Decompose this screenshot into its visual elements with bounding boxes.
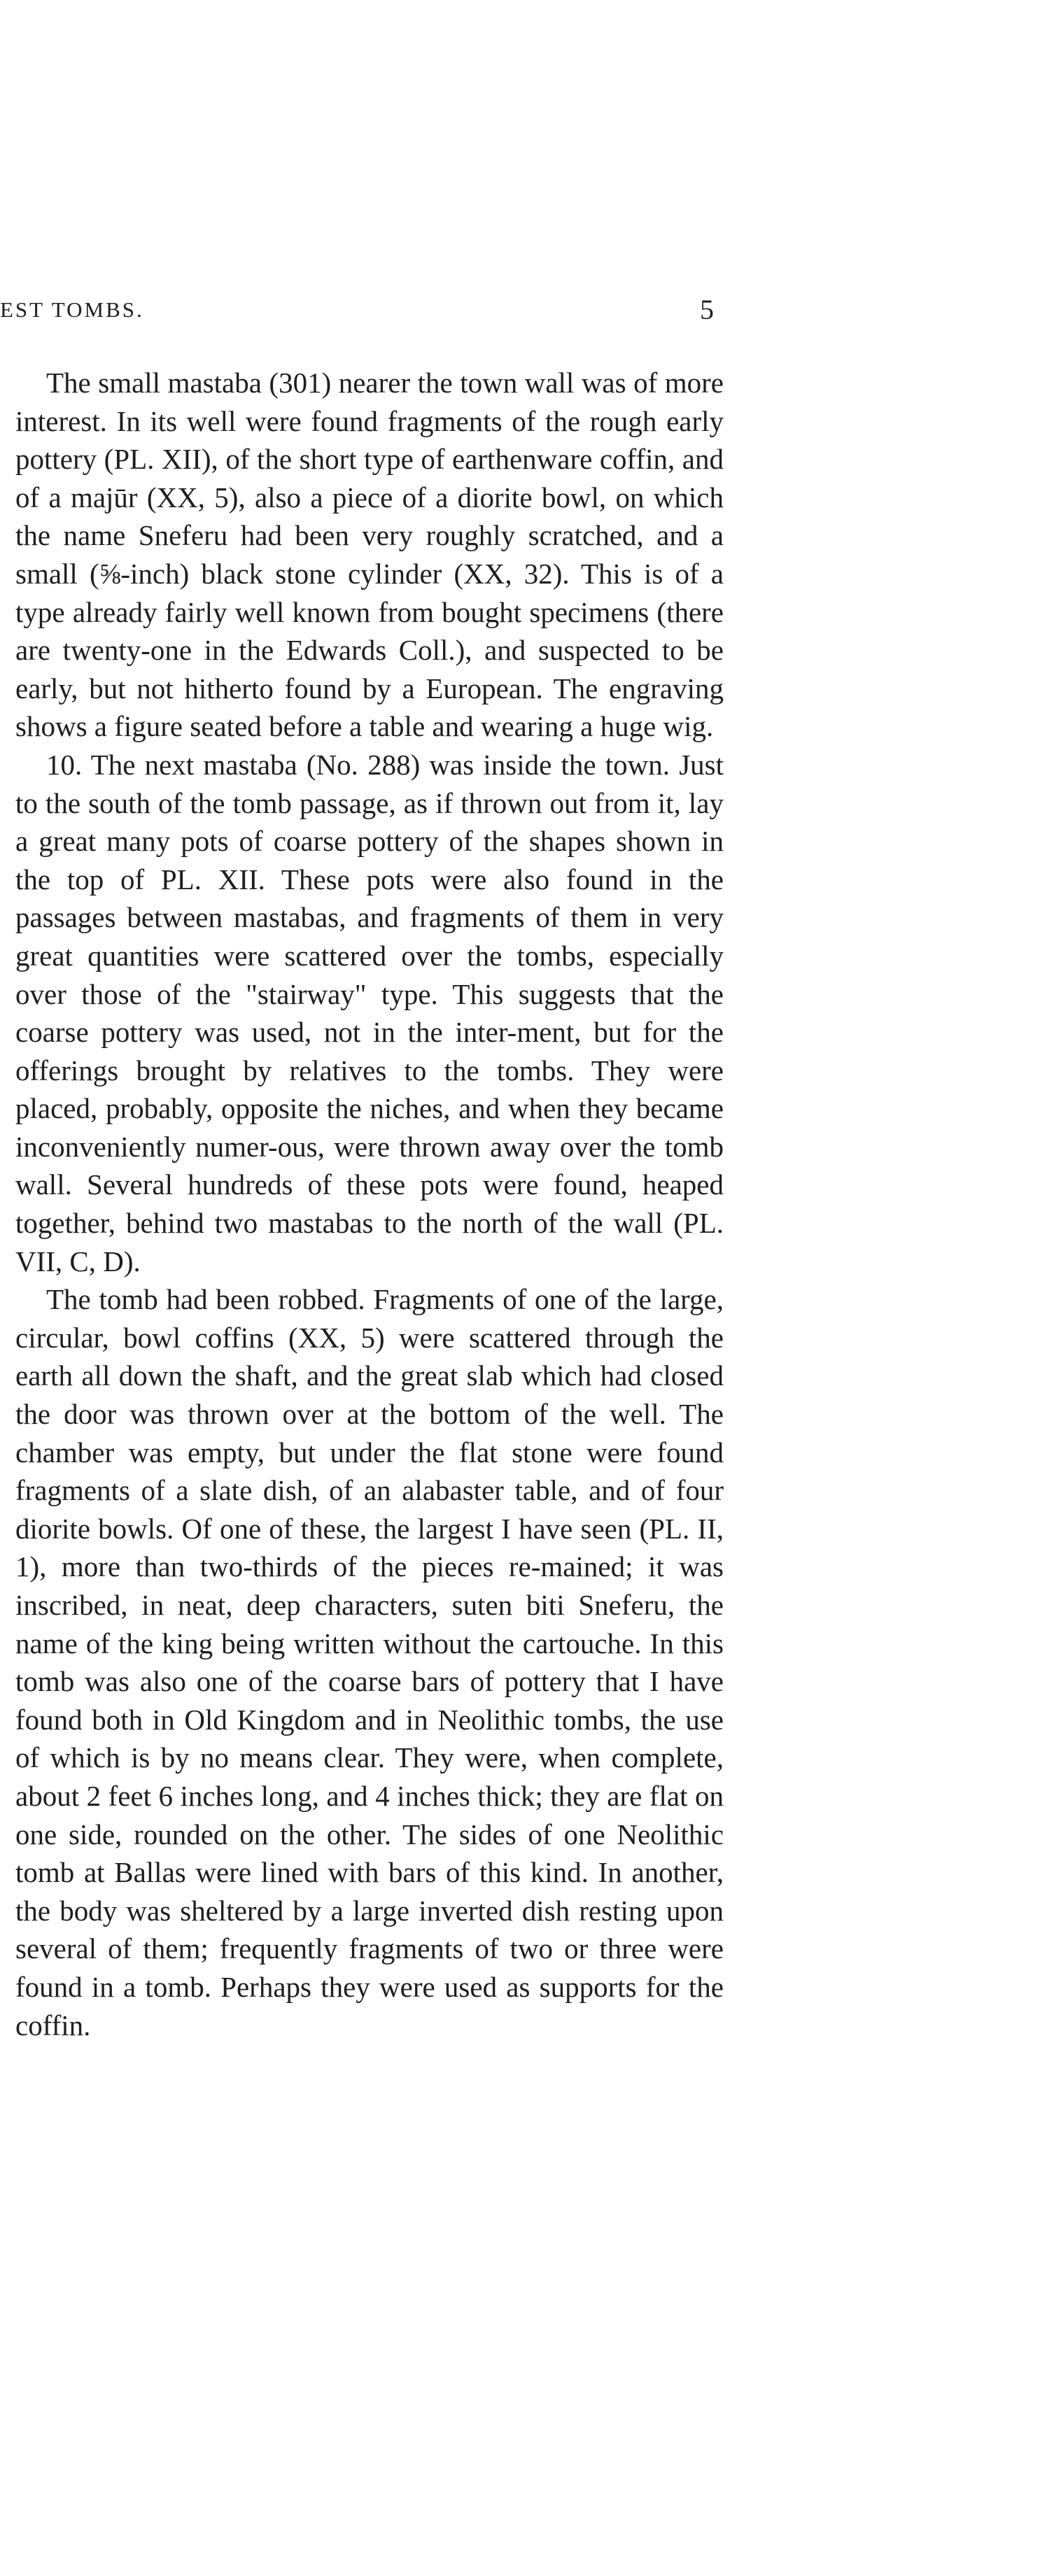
text-line: (⅝-inch) black stone cylinder (XX, 32). This is of a <box>77 557 724 590</box>
text-line: These pots were also found in the passages between <box>15 863 724 934</box>
text-line: which is by no means clear. They were, when <box>39 1741 601 1774</box>
running-title: EST TOMBS. <box>0 297 144 322</box>
text-line: The small mastaba (301) nearer the town wall was <box>46 367 626 399</box>
text-line: ous, were thrown away over the tomb wall. Several <box>15 1130 724 1201</box>
text-line: hundreds of these pots were found, heaped together, <box>15 1168 724 1240</box>
text-line: bowls. Of one of these, the largest I have seen <box>90 1512 632 1545</box>
body-text <box>15 364 724 2044</box>
text-line: The tomb had been robbed. Fragments of one of <box>46 1283 609 1316</box>
text-line: through the earth all down the shaft, and the great <box>15 1321 724 1392</box>
text-line: that the coarse pottery was used, not in the inter- <box>15 977 724 1049</box>
paragraph-mastaba-288 <box>15 746 724 1280</box>
paragraph-mastaba-301 <box>15 364 724 746</box>
text-line: the coarse bars of pottery that I have found both in <box>15 1665 724 1736</box>
text-line: were lined with bars of this kind. In another, the <box>15 1856 724 1927</box>
text-line: slab which had closed the door was thrown over at <box>15 1359 724 1431</box>
text-line: niches, and when they became inconveniently numer- <box>15 1092 724 1163</box>
text-line: tombs. They were placed, probably, opposite the <box>15 1054 724 1125</box>
text-line: thick; they are flat on one side, rounded on the <box>15 1779 724 1850</box>
text-line: had been very roughly scratched, and a small <box>15 519 724 590</box>
text-line: (there are twenty-one in the Edwards Coll.), and <box>15 595 724 667</box>
text-line: suspected to be early, but not hitherto found by a <box>15 634 724 705</box>
paragraph-robbed-tomb <box>15 1280 724 2044</box>
text-line: body was sheltered by a large inverted dish resting <box>50 1894 657 1927</box>
text-line: behind two mastabas to the north of the wall (PL. <box>115 1207 724 1240</box>
text-line: town. Just to the south of the tomb passage, as if <box>15 748 724 819</box>
text-line: complete, about 2 feet 6 inches long, and 4 inches <box>15 1741 724 1812</box>
text-line: of earthenware coffin, and of a majūr (XX, 5), also a <box>15 443 724 514</box>
text-line: mained; it was inscribed, in neat, deep characters, <box>15 1550 724 1621</box>
text-line: before a table and wearing a huge wig. <box>261 710 714 743</box>
text-line: thrown out from it, lay a great many pots of coarse <box>15 786 724 858</box>
text-line: quantities were scattered over the tombs, especially <box>72 939 724 972</box>
text-line: of more interest. In its well were found fragments of <box>15 367 724 437</box>
text-line: ment, but for the offerings brought by relatives to the <box>15 1016 724 1087</box>
page-number: 5 <box>700 294 714 325</box>
text-line: European. The engraving shows a figure seated <box>15 672 724 743</box>
text-line: as supports for the coffin. <box>15 1970 724 2041</box>
text-line: the bottom of the well. The chamber was empty, <box>15 1398 724 1469</box>
text-line: upon several of them; frequently fragments of two or <box>15 1894 724 1965</box>
text-line: the large, circular, bowl coffins (XX, 5) were scattered <box>15 1283 724 1354</box>
text-line: three were found in a tomb. Perhaps they were used <box>15 1932 724 2003</box>
text-line: slate dish, of an alabaster table, and of four diorite <box>15 1474 724 1545</box>
text-line: without the cartouche. In this tomb was also one of <box>15 1627 724 1698</box>
text-line: mastabas, and fragments of them in very great <box>15 901 724 972</box>
text-line: over those of the "stairway" type. This suggests <box>15 977 616 1010</box>
text-line: Old Kingdom and in Neolithic tombs, the use of <box>15 1703 724 1774</box>
text-line: type already fairly well known from bought specimens <box>15 595 649 628</box>
text-line: VII, C, D). <box>15 1245 141 1278</box>
text-line: (PL. II, 1), more than two-thirds of the pieces re- <box>15 1512 724 1583</box>
text-line: the rough early pottery (PL. XII), of the short type <box>15 404 724 476</box>
running-header <box>0 294 770 339</box>
text-line: 10. The next mastaba (No. 288) was inside the <box>46 748 596 781</box>
text-line: but under the flat stone were found fragments of a <box>15 1436 724 1507</box>
text-line: other. The sides of one Neolithic tomb at Ballas <box>15 1818 724 1889</box>
text-line: piece of a diorite bowl, on which the name Sneferu <box>15 481 724 552</box>
text-line: suten biti Sneferu, the name of the king being written <box>15 1589 724 1659</box>
text-line: pottery of the shapes shown in the top of PL. XII. <box>15 825 724 896</box>
